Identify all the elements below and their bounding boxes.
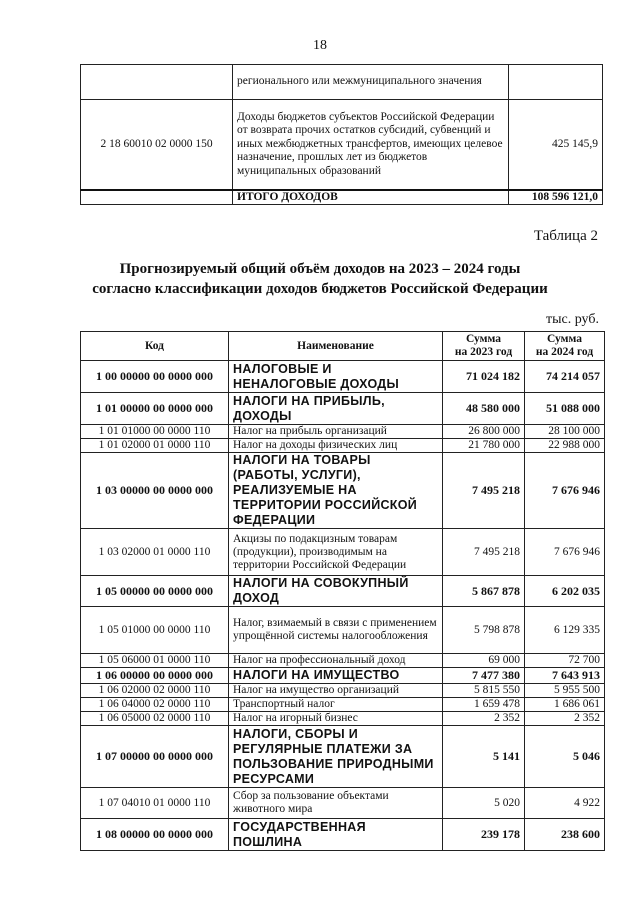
table-row [81, 425, 605, 439]
name-cell: Транспортный налог [229, 698, 443, 712]
value-2024-cell: 238 600 [525, 819, 605, 851]
value-2023-cell: 2 352 [443, 712, 525, 726]
table-row [81, 439, 605, 453]
value-2023-cell: 7 495 218 [443, 453, 525, 529]
header-code: Код [81, 332, 229, 361]
code-cell [81, 190, 233, 205]
table-row [81, 819, 605, 851]
value-2023-cell: 26 800 000 [443, 425, 525, 439]
value-2023-cell: 71 024 182 [443, 361, 525, 393]
table-row [81, 654, 605, 668]
table-row [81, 393, 605, 425]
table-row [81, 726, 605, 788]
value-2023-cell: 5 867 878 [443, 576, 525, 607]
amount-cell: 425 145,9 [509, 100, 603, 190]
value-2023-cell: 5 141 [443, 726, 525, 788]
value-2024-cell: 2 352 [525, 712, 605, 726]
title-line: Прогнозируемый общий объём доходов на 2023 – 2024 годы [119, 261, 521, 277]
value-2024-cell: 28 100 000 [525, 425, 605, 439]
value-2023-cell: 21 780 000 [443, 439, 525, 453]
table-row [81, 668, 605, 684]
value-2024-cell: 1 686 061 [525, 698, 605, 712]
name-cell: регионального или межмуниципального значения [233, 65, 509, 100]
header-line: Сумма [466, 333, 501, 345]
value-2024-cell: 5 046 [525, 726, 605, 788]
total-row [81, 190, 603, 205]
header-sum-2024 [525, 332, 605, 361]
code-cell: 1 06 05000 02 0000 110 [81, 712, 229, 726]
total-label: ИТОГО ДОХОДОВ [233, 190, 509, 205]
table-row [81, 788, 605, 819]
name-cell: НАЛОГИ НА ТОВАРЫ (РАБОТЫ, УСЛУГИ), РЕАЛИЗУЕМЫЕ НА ТЕРРИТОРИИ РОССИЙСКОЙ ФЕДЕРАЦИИ [229, 453, 443, 529]
header-line: на 2024 год [535, 346, 594, 358]
header-sum-2023 [443, 332, 525, 361]
code-cell: 1 01 02000 01 0000 110 [81, 439, 229, 453]
code-cell: 1 05 00000 00 0000 000 [81, 576, 229, 607]
table-row [81, 361, 605, 393]
name-cell: НАЛОГИ НА СОВОКУПНЫЙ ДОХОД [229, 576, 443, 607]
code-cell: 1 00 00000 00 0000 000 [81, 361, 229, 393]
header-line: Сумма [547, 333, 582, 345]
table-row [81, 698, 605, 712]
name-cell: НАЛОГИ НА ИМУЩЕСТВО [229, 668, 443, 684]
table-row [81, 607, 605, 654]
name-cell: Налог на профессиональный доход [229, 654, 443, 668]
table-row [81, 576, 605, 607]
code-cell: 1 07 00000 00 0000 000 [81, 726, 229, 788]
name-cell: Налог на доходы физических лиц [229, 439, 443, 453]
table-title [0, 259, 640, 299]
code-cell: 1 03 00000 00 0000 000 [81, 453, 229, 529]
value-2023-cell: 7 495 218 [443, 529, 525, 576]
name-cell: Акцизы по подакцизным товарам (продукции), производимым на территории Российской Федерации [229, 529, 443, 576]
name-cell: Налог на игорный бизнес [229, 712, 443, 726]
revenue-table [80, 331, 605, 851]
code-cell: 1 06 02000 02 0000 110 [81, 684, 229, 698]
value-2024-cell: 7 676 946 [525, 529, 605, 576]
value-2023-cell: 7 477 380 [443, 668, 525, 684]
unit-label: тыс. руб. [546, 312, 599, 327]
value-2024-cell: 6 202 035 [525, 576, 605, 607]
value-2024-cell: 4 922 [525, 788, 605, 819]
value-2024-cell: 7 676 946 [525, 453, 605, 529]
value-2023-cell: 48 580 000 [443, 393, 525, 425]
table-row [81, 684, 605, 698]
code-cell: 1 01 01000 00 0000 110 [81, 425, 229, 439]
code-cell: 2 18 60010 02 0000 150 [81, 100, 233, 190]
revenue-table-body [81, 361, 605, 851]
name-cell: НАЛОГИ, СБОРЫ И РЕГУЛЯРНЫЕ ПЛАТЕЖИ ЗА ПОЛЬЗОВАНИЕ ПРИРОДНЫМИ РЕСУРСАМИ [229, 726, 443, 788]
value-2024-cell: 7 643 913 [525, 668, 605, 684]
code-cell: 1 05 06000 01 0000 110 [81, 654, 229, 668]
value-2023-cell: 5 020 [443, 788, 525, 819]
value-2023-cell: 239 178 [443, 819, 525, 851]
total-amount: 108 596 121,0 [509, 190, 603, 205]
header-name: Наименование [229, 332, 443, 361]
value-2023-cell: 1 659 478 [443, 698, 525, 712]
table-row [81, 529, 605, 576]
header-line: на 2023 год [454, 346, 513, 358]
code-cell: 1 05 01000 00 0000 110 [81, 607, 229, 654]
table-row [81, 712, 605, 726]
value-2024-cell: 51 088 000 [525, 393, 605, 425]
name-cell: ГОСУДАРСТВЕННАЯ ПОШЛИНА [229, 819, 443, 851]
table-row [81, 453, 605, 529]
name-cell: Налог, взимаемый в связи с применением упрощённой системы налогообложения [229, 607, 443, 654]
name-cell: Налог на имущество организаций [229, 684, 443, 698]
value-2024-cell: 6 129 335 [525, 607, 605, 654]
name-cell: НАЛОГИ НА ПРИБЫЛЬ, ДОХОДЫ [229, 393, 443, 425]
title-line: согласно классификации доходов бюджетов Российской Федерации [92, 281, 548, 297]
name-cell: Доходы бюджетов субъектов Российской Федерации от возврата прочих остатков субсидий, субвенций и иных межбюджетных трансфертов, имеющих целевое назначение, прошлых лет из бюджетов муниципальных образований [233, 100, 509, 190]
value-2024-cell: 72 700 [525, 654, 605, 668]
code-cell [81, 65, 233, 100]
name-cell: Сбор за пользование объектами животного мира [229, 788, 443, 819]
table-label: Таблица 2 [533, 228, 598, 244]
value-2023-cell: 5 815 550 [443, 684, 525, 698]
code-cell: 1 03 02000 01 0000 110 [81, 529, 229, 576]
continuation-table [80, 64, 603, 205]
code-cell: 1 07 04010 01 0000 110 [81, 788, 229, 819]
name-cell: НАЛОГОВЫЕ И НЕНАЛОГОВЫЕ ДОХОДЫ [229, 361, 443, 393]
continuation-table-body [81, 65, 603, 205]
value-2024-cell: 22 988 000 [525, 439, 605, 453]
table-row [81, 65, 603, 100]
value-2024-cell: 5 955 500 [525, 684, 605, 698]
code-cell: 1 01 00000 00 0000 000 [81, 393, 229, 425]
code-cell: 1 08 00000 00 0000 000 [81, 819, 229, 851]
code-cell: 1 06 04000 02 0000 110 [81, 698, 229, 712]
code-cell: 1 06 00000 00 0000 000 [81, 668, 229, 684]
value-2024-cell: 74 214 057 [525, 361, 605, 393]
value-2023-cell: 69 000 [443, 654, 525, 668]
page-number: 18 [313, 38, 327, 53]
header-row [81, 332, 605, 361]
table-row [81, 100, 603, 190]
amount-cell [509, 65, 603, 100]
name-cell: Налог на прибыль организаций [229, 425, 443, 439]
value-2023-cell: 5 798 878 [443, 607, 525, 654]
